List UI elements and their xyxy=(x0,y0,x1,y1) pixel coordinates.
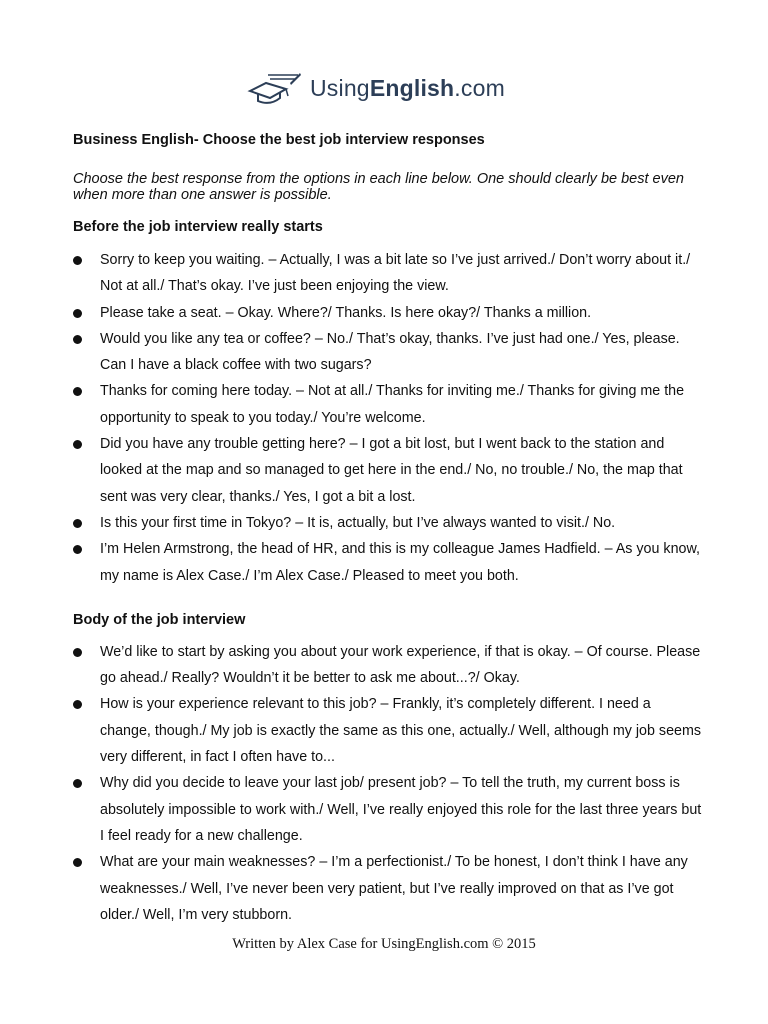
bullet-icon xyxy=(73,779,82,788)
document-title: Business English- Choose the best job interview responses xyxy=(73,132,485,148)
bullet-icon xyxy=(73,519,82,528)
bullet-list-before xyxy=(73,247,703,589)
page-footer: Written by Alex Case for UsingEnglish.com © 2015 xyxy=(232,936,536,952)
list-item: Sorry to keep you waiting. – Actually, I was a bit late so I’ve just arrived./ Don’t worry about it./ Not at all./ That’s okay. I’ve just been enjoying the view. xyxy=(73,247,703,300)
list-item: What are your main weaknesses? – I’m a perfectionist./ To be honest, I don’t think I have any weaknesses./ Well, I’ve never been very patient, but I’ve really improved on that as I’ve got older./ Well, I’m very stubborn. xyxy=(73,849,703,928)
bullet-icon xyxy=(73,335,82,344)
bullet-icon xyxy=(73,309,82,318)
bullet-icon xyxy=(73,648,82,657)
list-item: Why did you decide to leave your last job/ present job? – To tell the truth, my current boss is absolutely impossible to work with./ Well, I’ve really enjoyed this role for the last three years but I feel ready for a new challenge. xyxy=(73,770,703,849)
bullet-icon xyxy=(73,545,82,554)
list-item: Is this your first time in Tokyo? – It is, actually, but I’ve always wanted to visit./ No. xyxy=(73,510,703,536)
document-body xyxy=(73,131,703,928)
bullet-icon xyxy=(73,440,82,449)
logo-text: UsingEnglish.com xyxy=(310,74,505,101)
list-item: Did you have any trouble getting here? – I got a bit lost, but I went back to the station and looked at the map and so managed to get here in the end./ No, no trouble./ No, the map that sent was very clear, thanks./ Yes, I got a bit a lost. xyxy=(73,431,703,510)
bullet-icon xyxy=(73,387,82,396)
bullet-icon xyxy=(73,858,82,867)
instructions-text: Choose the best response from the options in each line below. One should clearly be best even when more than one answer is possible. xyxy=(73,171,684,203)
bullet-icon xyxy=(73,256,82,265)
bullet-icon xyxy=(73,700,82,709)
graduation-cap-pen-icon xyxy=(246,71,302,105)
section-heading-body: Body of the job interview xyxy=(73,611,246,628)
bullet-list-body xyxy=(73,639,703,928)
site-logo[interactable] xyxy=(246,68,505,108)
list-item: Thanks for coming here today. – Not at all./ Thanks for inviting me./ Thanks for giving me the opportunity to speak to you today./ You’re welcome. xyxy=(73,378,703,431)
list-item: Would you like any tea or coffee? – No./ That’s okay, thanks. I’ve just had one./ Yes, please. Can I have a black coffee with two sugars? xyxy=(73,326,703,379)
list-item: Please take a seat. – Okay. Where?/ Thanks. Is here okay?/ Thanks a million. xyxy=(73,300,703,326)
list-item: We’d like to start by asking you about your work experience, if that is okay. – Of course. Please go ahead./ Really? Wouldn’t it be better to ask me about...?/ Okay. xyxy=(73,639,703,692)
section-heading-before: Before the job interview really starts xyxy=(73,219,323,235)
list-item: I’m Helen Armstrong, the head of HR, and this is my colleague James Hadfield. – As you know, my name is Alex Case./ I’m Alex Case./ Pleased to meet you both. xyxy=(73,536,703,589)
list-item: How is your experience relevant to this job? – Frankly, it’s completely different. I need a change, though./ My job is exactly the same as this one, actually./ Well, although my job seems very different, in fact I often have to... xyxy=(73,691,703,770)
